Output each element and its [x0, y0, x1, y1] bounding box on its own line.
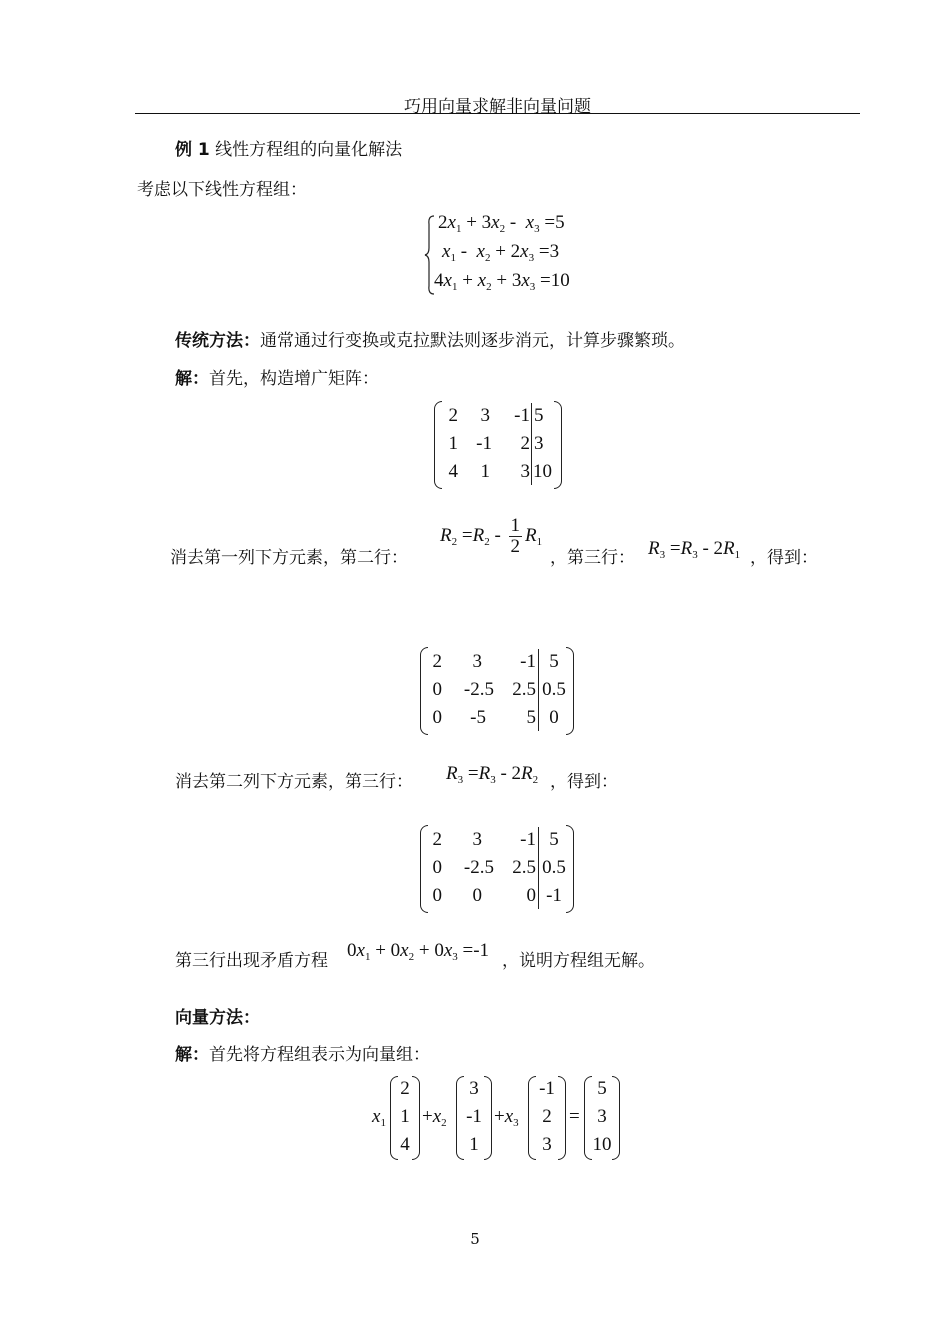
step-1-prefix: 消去第一列下方元素，第二行： — [170, 548, 408, 568]
matrix-cell: 3 — [520, 461, 530, 482]
step-1-mid: ，第三行： — [550, 548, 635, 568]
solution-1-label: 解： — [175, 369, 209, 389]
matrix-cell: 2.5 — [512, 857, 536, 878]
matrix-cell: 0 — [432, 679, 442, 700]
augmented-matrix-2 — [420, 647, 574, 735]
matrix-cell: 0 — [549, 707, 559, 728]
example-heading — [175, 139, 402, 161]
left-paren — [420, 825, 428, 913]
right-paren — [612, 1076, 620, 1160]
matrix-cell: 1 — [448, 433, 458, 454]
step-2-prefix: 消去第二列下方元素，第三行： — [175, 772, 413, 792]
matrix-cell: 5 — [549, 829, 559, 850]
matrix-cell: -1 — [514, 405, 530, 426]
right-paren — [412, 1076, 420, 1160]
coefficient-x1: $x_1$ — [372, 1106, 386, 1129]
header-divider — [135, 113, 860, 114]
augment-bar — [531, 403, 532, 485]
equation-system — [424, 210, 594, 300]
vector-cell: -1 — [539, 1078, 555, 1099]
contradiction-equation: $0x_1 + 0x_2 + 0x_3 =-1$ — [347, 940, 490, 963]
row-operation-1: $R_2 =R_2$ - $\frac{1}{2}$ $R_1$ — [440, 515, 543, 557]
solution-1-text: 首先，构造增广矩阵： — [209, 369, 379, 389]
matrix-cell: -1 — [476, 433, 492, 454]
matrix-cell: 4 — [448, 461, 458, 482]
matrix-cell: 5 — [526, 707, 536, 728]
vector-cell: 5 — [597, 1078, 607, 1099]
contradiction-suffix: ，说明方程组无解。 — [502, 951, 655, 971]
left-paren — [434, 401, 442, 489]
vector-cell: 2 — [400, 1078, 410, 1099]
traditional-method — [175, 330, 685, 352]
contradiction-prefix: 第三行出现矛盾方程 — [175, 951, 328, 971]
right-paren — [558, 1076, 566, 1160]
page-number: 5 — [470, 1230, 480, 1248]
step-1-suffix: ，得到： — [750, 548, 818, 568]
matrix-cell: 2.5 — [512, 679, 536, 700]
matrix-cell: 2 — [520, 433, 530, 454]
vector-cell: 3 — [469, 1078, 479, 1099]
matrix-cell: 5 — [549, 651, 559, 672]
vector-cell: 2 — [542, 1106, 552, 1127]
example-title: 线性方程组的向量化解法 — [215, 140, 403, 160]
vector-equation — [368, 1076, 628, 1162]
matrix-cell: -1 — [546, 885, 562, 906]
right-paren — [554, 401, 562, 489]
solution-2-label: 解： — [175, 1045, 209, 1065]
matrix-cell: 0 — [432, 707, 442, 728]
matrix-cell: -2.5 — [463, 679, 494, 700]
matrix-cell: 2 — [432, 829, 442, 850]
step-2-suffix: ，得到： — [550, 772, 618, 792]
matrix-cell: -1 — [520, 829, 536, 850]
page-header-title: 巧用向量求解非向量问题 — [404, 97, 591, 117]
vector-cell: 4 — [400, 1134, 410, 1155]
matrix-cell: -5 — [470, 707, 486, 728]
matrix-cell: 2 — [448, 405, 458, 426]
equals-sign: = — [569, 1106, 580, 1127]
example-label: 例 1 — [175, 140, 210, 160]
matrix-cell: 0 — [526, 885, 536, 906]
matrix-cell: 0.5 — [542, 857, 566, 878]
matrix-cell: 5 — [534, 405, 544, 426]
matrix-cell: 2 — [432, 651, 442, 672]
vector-method-label: 向量方法： — [175, 1008, 260, 1028]
matrix-cell: 0 — [432, 885, 442, 906]
matrix-cell: 3 — [472, 829, 482, 850]
solution-2 — [175, 1044, 430, 1066]
matrix-cell: 10 — [533, 461, 552, 482]
vector-cell: 10 — [592, 1134, 612, 1155]
augmented-matrix-1 — [434, 401, 562, 489]
coefficient-x2: $+x_2$ — [422, 1106, 447, 1129]
matrix-cell: 0 — [472, 885, 482, 906]
equation-row-2: $x_1 - x_2 + 2x_3 =3$ — [442, 241, 560, 264]
vector-cell: -1 — [466, 1106, 482, 1127]
coefficient-x3: $+x_3$ — [494, 1106, 519, 1129]
matrix-cell: 3 — [472, 651, 482, 672]
matrix-cell: 0.5 — [542, 679, 566, 700]
left-paren — [420, 647, 428, 735]
vector-cell: 1 — [469, 1134, 479, 1155]
equation-row-3: $4x_1 + x_2 + 3x_3 =10$ — [434, 270, 570, 293]
solution-1 — [175, 368, 379, 390]
vector-cell: 3 — [542, 1134, 552, 1155]
intro-text: 考虑以下线性方程组： — [137, 180, 307, 200]
augmented-matrix-3 — [420, 825, 574, 913]
matrix-cell: 3 — [480, 405, 490, 426]
row-operation-3: $R_3 =R_3 - 2R_2$ — [446, 763, 539, 786]
right-paren — [484, 1076, 492, 1160]
traditional-text: 通常通过行变换或克拉默法则逐步消元，计算步骤繁琐。 — [260, 331, 685, 351]
vector-cell: 3 — [597, 1106, 607, 1127]
solution-2-text: 首先将方程组表示为向量组： — [209, 1045, 430, 1065]
matrix-cell: 3 — [534, 433, 544, 454]
matrix-cell: -1 — [520, 651, 536, 672]
traditional-label: 传统方法： — [175, 331, 260, 351]
equation-row-1: $2x_1 + 3x_2 - x_3 =5$ — [438, 212, 565, 235]
matrix-cell: 1 — [480, 461, 490, 482]
matrix-cell: 0 — [432, 857, 442, 878]
vector-cell: 1 — [400, 1106, 410, 1127]
matrix-cell: -2.5 — [463, 857, 494, 878]
row-operation-2: $R_3 =R_3 - 2R_1$ — [648, 538, 741, 561]
